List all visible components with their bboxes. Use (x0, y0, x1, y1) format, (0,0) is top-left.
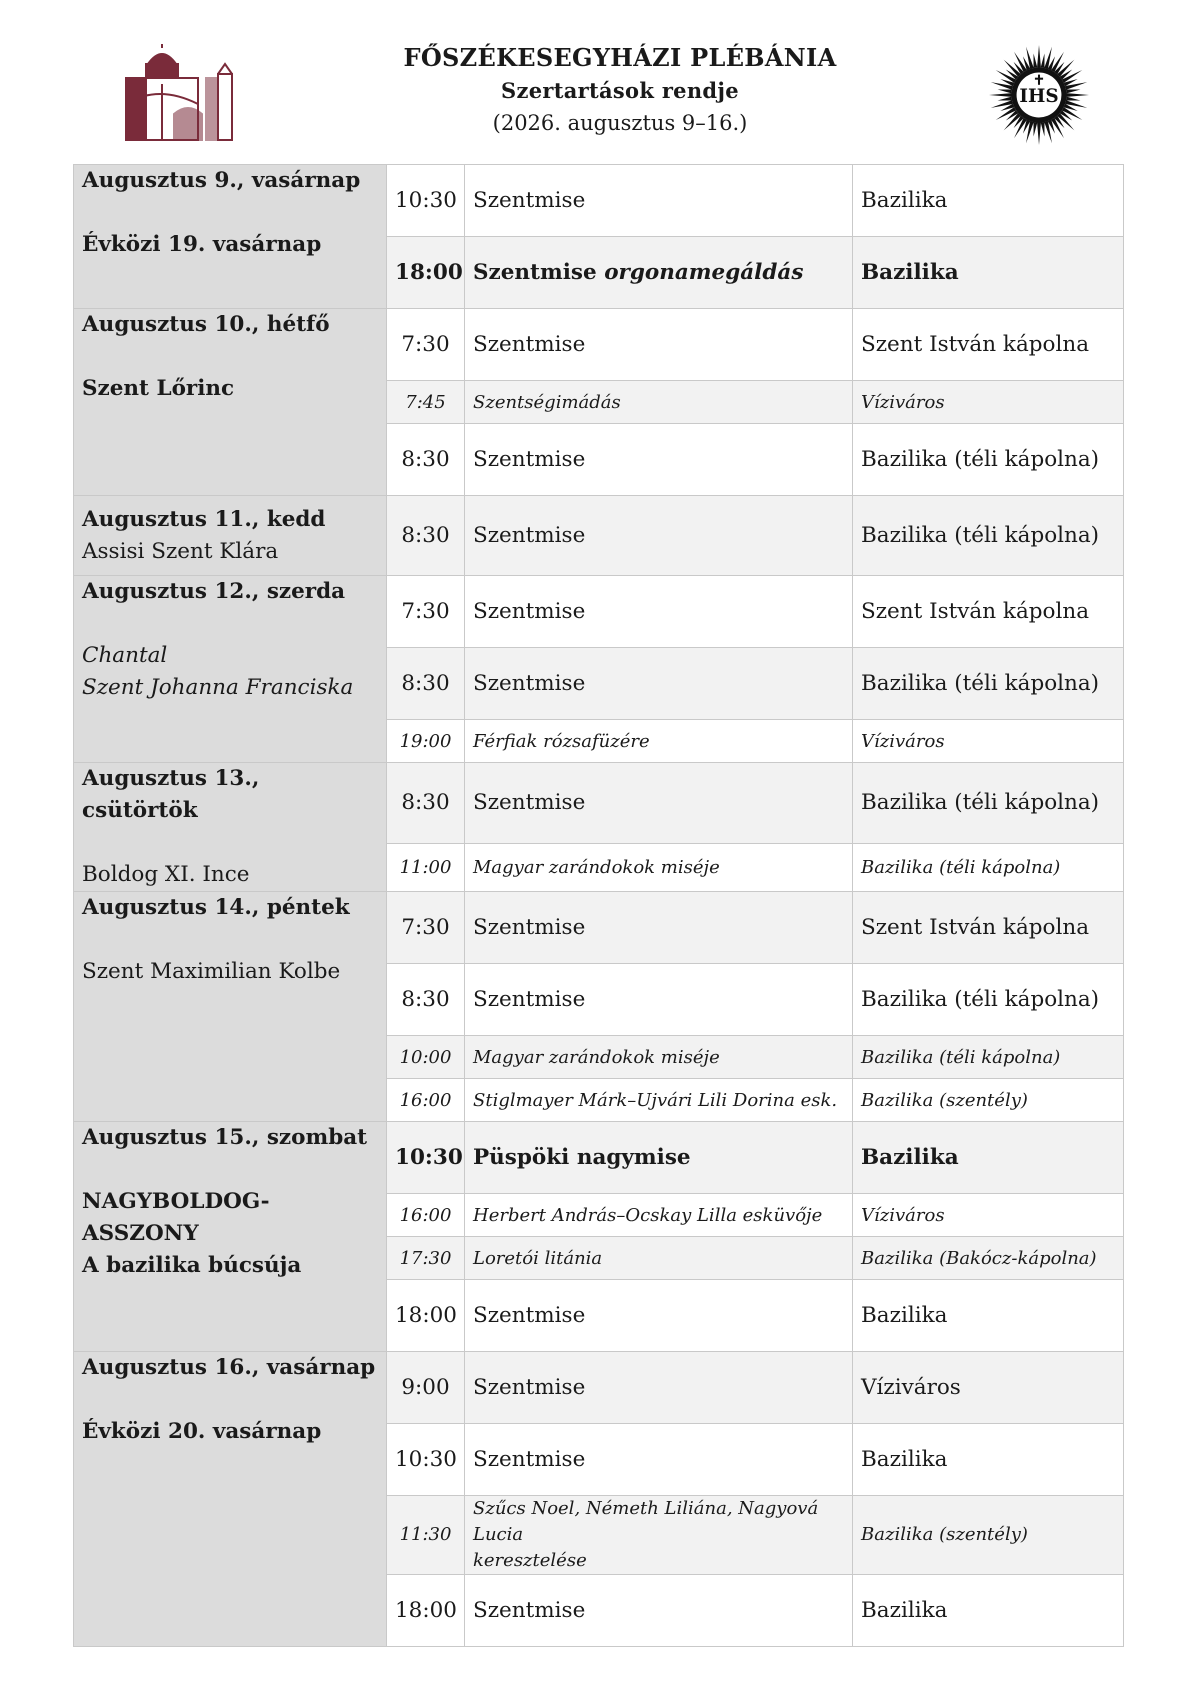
day-feast: Szent Lőrinc (82, 376, 235, 401)
day-feast-line1: Chantal (82, 643, 168, 668)
time-cell: 10:30 (387, 1122, 465, 1194)
day-feast: Szent Maximilian Kolbe (82, 959, 341, 984)
day-date: Augusztus 16., vasárnap (82, 1355, 376, 1380)
event-line2: keresztelése (473, 1550, 587, 1571)
event-cell: Szentmise (465, 1352, 853, 1424)
time-cell: 10:30 (387, 1424, 465, 1496)
date-range: (2026. augusztus 9–16.) (492, 111, 748, 135)
day-feast-line1: NAGYBOLDOG- (82, 1189, 270, 1214)
time-cell: 11:00 (387, 843, 465, 891)
sun-ray (1066, 97, 1080, 101)
time-cell: 9:00 (387, 1352, 465, 1424)
time-cell: 19:00 (387, 720, 465, 763)
day-date: Augusztus 10., hétfő (82, 312, 330, 337)
day-date: Augusztus 9., vasárnap (82, 168, 361, 193)
time-cell: 7:30 (387, 892, 465, 964)
table-row (74, 496, 1124, 576)
table-row (74, 892, 1124, 964)
place-cell: Szent István kápolna (853, 309, 1124, 381)
event-cell: Magyar zarándokok miséje (465, 843, 853, 891)
sun-ray (1037, 122, 1041, 145)
table-row (74, 1122, 1124, 1194)
day-feast: Assisi Szent Klára (82, 539, 279, 564)
day-cell (74, 763, 387, 892)
time-cell: 18:00 (387, 1575, 465, 1647)
day-feast: Évközi 20. vasárnap (82, 1419, 322, 1444)
day-date: Augusztus 12., szerda (82, 579, 346, 604)
place-cell: Víziváros (853, 1352, 1124, 1424)
place-cell: Bazilika (téli kápolna) (853, 964, 1124, 1036)
day-cell (74, 165, 387, 309)
sun-ray (1041, 122, 1045, 136)
event-cell: Szentmise (465, 496, 853, 576)
parish-title: FŐSZÉKESEGYHÁZI PLÉBÁNIA (403, 43, 837, 72)
time-cell: 17:30 (387, 1237, 465, 1280)
sun-ray (998, 97, 1012, 101)
event-cell: Férfiak rózsafüzére (465, 720, 853, 763)
event-cell: Szentmise (465, 763, 853, 844)
sun-ray (1037, 45, 1041, 68)
day-cell (74, 496, 387, 576)
place-cell: Bazilika (téli kápolna) (853, 496, 1124, 576)
place-cell: Bazilika (téli kápolna) (853, 648, 1124, 720)
place-cell: Bazilika (853, 1122, 1124, 1194)
sun-ray (1034, 122, 1038, 136)
day-feast-line2: Szent Johanna Franciska (82, 675, 354, 700)
day-cell (74, 1122, 387, 1352)
sun-ray (989, 93, 1012, 97)
day-cell (74, 309, 387, 496)
event-cell (465, 1496, 853, 1575)
event-cell: Magyar zarándokok miséje (465, 1036, 853, 1079)
time-cell: 16:00 (387, 1194, 465, 1237)
document-header (300, 42, 940, 138)
time-cell: 7:30 (387, 309, 465, 381)
event-cell: Szentmise (465, 964, 853, 1036)
place-cell: Bazilika (téli kápolna) (853, 424, 1124, 496)
place-cell: Víziváros (853, 381, 1124, 424)
basilica-logo (118, 44, 240, 142)
event-cell: Szentmise (465, 424, 853, 496)
svg-text:IHS: IHS (1019, 86, 1059, 108)
event-cell: Szentmise (465, 1280, 853, 1352)
sun-ray (1066, 90, 1080, 94)
place-cell: Bazilika (853, 1280, 1124, 1352)
time-cell: 8:30 (387, 424, 465, 496)
event-name: Szentmise (473, 260, 597, 285)
event-cell: Szentmise (465, 648, 853, 720)
day-date: Augusztus 11., kedd (82, 507, 326, 532)
time-cell: 7:45 (387, 381, 465, 424)
event-cell: Szentmise (465, 892, 853, 964)
place-cell: Szent István kápolna (853, 892, 1124, 964)
event-cell: Szentmise (465, 576, 853, 648)
table-row (74, 165, 1124, 237)
day-date: Augusztus 14., péntek (82, 895, 350, 920)
time-cell: 8:30 (387, 648, 465, 720)
sun-ray (1034, 54, 1038, 68)
ihs-sunburst-emblem (988, 44, 1090, 146)
event-cell: Szentmise (465, 1575, 853, 1647)
event-suffix: orgonamegáldás (604, 260, 804, 285)
event-cell: Szentmise (465, 309, 853, 381)
place-cell: Bazilika (853, 1424, 1124, 1496)
event-cell: Herbert András–Ocskay Lilla esküvője (465, 1194, 853, 1237)
day-cell (74, 1352, 387, 1647)
time-cell: 8:30 (387, 964, 465, 1036)
place-cell: Víziváros (853, 1194, 1124, 1237)
day-cell (74, 892, 387, 1122)
event-cell: Loretói litánia (465, 1237, 853, 1280)
place-cell: Bazilika (853, 165, 1124, 237)
place-cell: Bazilika (téli kápolna) (853, 843, 1124, 891)
time-cell: 18:00 (387, 1280, 465, 1352)
table-row (74, 309, 1124, 381)
event-line1: Szűcs Noel, Németh Liliána, Nagyová Lucia (473, 1498, 819, 1545)
place-cell: Bazilika (Bakócz-kápolna) (853, 1237, 1124, 1280)
place-cell: Bazilika (853, 237, 1124, 309)
sun-ray (1041, 54, 1045, 68)
time-cell: 11:30 (387, 1496, 465, 1575)
day-feast-line2: ASSZONY (82, 1221, 199, 1246)
document-subtitle: Szertartások rendje (501, 78, 739, 103)
place-cell: Bazilika (szentély) (853, 1496, 1124, 1575)
event-cell: Szentségimádás (465, 381, 853, 424)
table-row (74, 576, 1124, 648)
sun-ray (1066, 93, 1089, 97)
time-cell: 18:00 (387, 237, 465, 309)
day-feast-line3: A bazilika búcsúja (82, 1253, 302, 1278)
event-cell: Szentmise (465, 1424, 853, 1496)
place-cell: Szent István kápolna (853, 576, 1124, 648)
liturgy-schedule-table (73, 164, 1124, 1647)
day-feast: Évközi 19. vasárnap (82, 232, 322, 257)
day-date: Augusztus 15., szombat (82, 1125, 368, 1150)
place-cell: Bazilika (szentély) (853, 1079, 1124, 1122)
time-cell: 8:30 (387, 763, 465, 844)
event-cell: Szentmise (465, 165, 853, 237)
table-row (74, 1352, 1124, 1424)
day-feast: Boldog XI. Ince (82, 862, 250, 887)
time-cell: 10:30 (387, 165, 465, 237)
event-cell (465, 237, 853, 309)
sun-ray (998, 90, 1012, 94)
place-cell: Bazilika (853, 1575, 1124, 1647)
time-cell: 7:30 (387, 576, 465, 648)
time-cell: 16:00 (387, 1079, 465, 1122)
table-row (74, 763, 1124, 844)
place-cell: Bazilika (téli kápolna) (853, 1036, 1124, 1079)
day-cell (74, 576, 387, 763)
time-cell: 10:00 (387, 1036, 465, 1079)
event-cell: Stiglmayer Márk–Ujvári Lili Dorina esk. (465, 1079, 853, 1122)
place-cell: Víziváros (853, 720, 1124, 763)
day-date: Augusztus 13., csütörtök (82, 766, 260, 823)
time-cell: 8:30 (387, 496, 465, 576)
event-cell: Püspöki nagymise (465, 1122, 853, 1194)
place-cell: Bazilika (téli kápolna) (853, 763, 1124, 844)
